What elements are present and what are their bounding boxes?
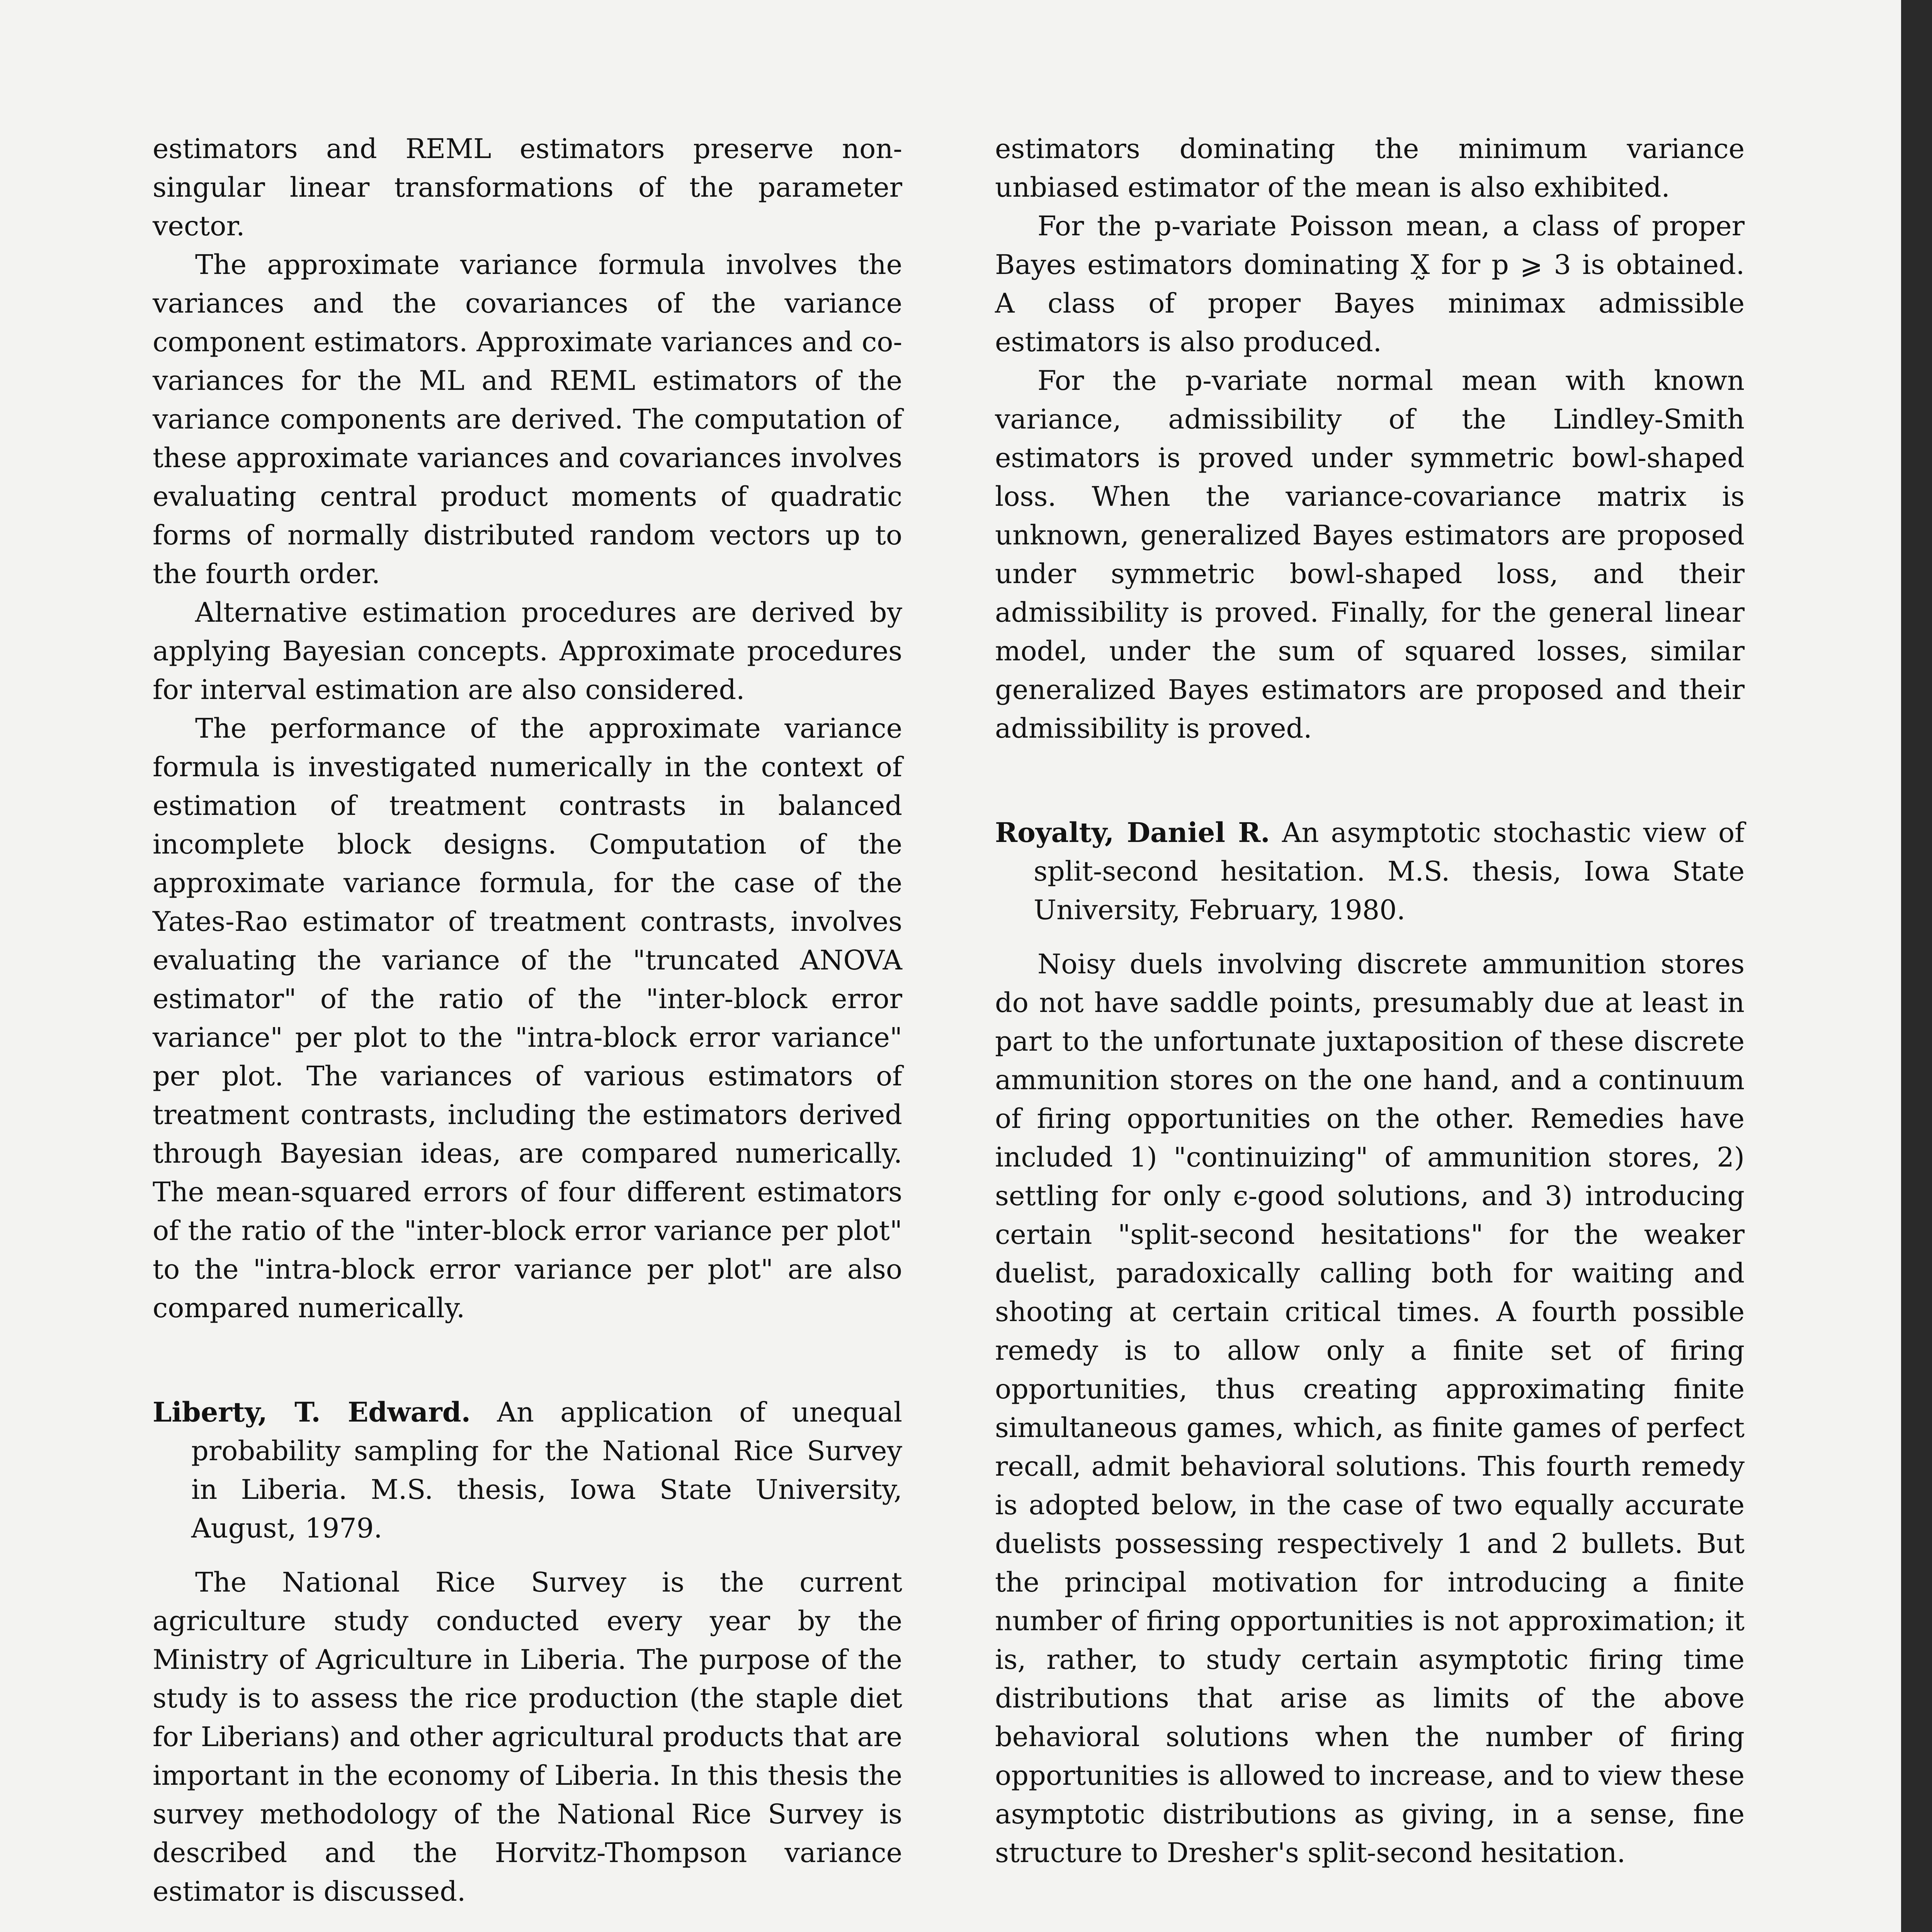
paragraph: estimators dominating the minimum variance unbiased estimator of the mean is also exhibited. [995,133,1745,203]
paragraph: Alternative estimation procedures are derived by applying Bayesian concepts. Approximate procedures for interval estimation are also considered. [153,597,902,706]
entry-abstract: The National Rice Survey is the current agriculture study conducted every year by the Ministry of Agriculture in Liberia. The purpose of the study is to assess the rice production (the staple diet for Liberians) and other agricultural products that are important in the economy of Liberia. In this thesis the survey methodology of the National Rice Survey is described and the Horvitz-Thompson variance estimator is discussed. [153,1566,902,1907]
spacer [153,1911,902,1932]
paragraph: For the p-variate Poisson mean, a class of proper Bayes estimators dominating X̰ for p ⩾ 3 is obtained. A class of proper Bayes minimax admissible estimators is also produced. [995,210,1745,358]
entry-citation: An application of unequal probability sampling for the National Rice Survey in Liberia. M.S. thesis, Iowa State University, August, 1979. [191,1396,903,1544]
spacer [995,748,1745,813]
spacer [995,1872,1745,1932]
paragraph: The approximate variance formula involves the variances and the covariances of the variance component estimators. Approximate variances and co-variances for the ML and REML estimators of the variance components are derived. The computation of these approximate variances and covariances involves evaluating central product moments of quadratic forms of normally distributed random vectors up to the fourth order. [153,249,902,590]
paragraph: The performance of the approximate variance formula is investigated numerically in the context of estimation of treatment contrasts in balanced incomplete block designs. Computation of the approximate variance formula, for the case of the Yates-Rao estimator of treatment contrasts, involves evaluating the variance of the "truncated ANOVA estimator" of the ratio of the "inter-block error variance" per plot to the "intra-block error variance" per plot. The variances of various estimators of treatment contrasts, including the estimators derived through Bayesian ideas, are compared numerically. The mean-squared errors of four different estimators of the ratio of the "inter-block error variance per plot" to the "intra-block error variance per plot" are also compared numerically. [153,713,902,1324]
bibliography-entry [995,813,1745,1872]
paragraph: estimators and REML estimators preserve non-singular linear transformations of the parameter vector. [153,133,902,242]
spacer [995,929,1745,945]
entry-author: Liberty, T. Edward. [153,1396,471,1428]
bibliography-entry [153,1393,902,1911]
spacer [153,1548,902,1563]
spacer [153,1327,902,1393]
left-column [153,129,902,1932]
right-column [995,129,1745,1932]
entry-citation: An asymptotic stochastic view of split-second hesitation. M.S. thesis, Iowa State University, February, 1980. [1034,817,1745,926]
entry-abstract: Noisy duels involving discrete ammunition stores do not have saddle points, presumably due at least in part to the unfortunate juxtaposition of these discrete ammunition stores on the one hand, and a continuum of firing opportunities on the other. Remedies have included 1) "continuizing" of ammunition stores, 2) settling for only ϵ-good solutions, and 3) introducing certain "split-second hesitations" for the weaker duelist, paradoxically calling both for waiting and shooting at certain critical times. A fourth possible remedy is to allow only a finite set of firing opportunities, thus creating approximating finite simultaneous games, which, as finite games of perfect recall, admit behavioral solutions. This fourth remedy is adopted below, in the case of two equally accurate duelists possessing respectively 1 and 2 bullets. But the principal motivation for introducing a finite number of firing opportunities is not approximation; it is, rather, to study certain asymptotic firing time distributions that arise as limits of the above behavioral solutions when the number of firing opportunities is allowed to increase, and to view these asymptotic distributions as giving, in a sense, fine structure to Dresher's split-second hesitation. [995,948,1745,1869]
scan-edge-right [1901,0,1932,1932]
entry-heading [995,813,1745,929]
paragraph: For the p-variate normal mean with known variance, admissibility of the Lindley-Smith estimators is proved under symmetric bowl-shaped loss. When the variance-covariance matrix is unknown, generalized Bayes estimators are proposed under symmetric bowl-shaped loss, and their admissibility is proved. Finally, for the general linear model, under the sum of squared losses, similar generalized Bayes estimators are proposed and their admissibility is proved. [995,365,1745,744]
entry-heading [153,1393,902,1548]
entry-author: Royalty, Daniel R. [995,816,1270,849]
